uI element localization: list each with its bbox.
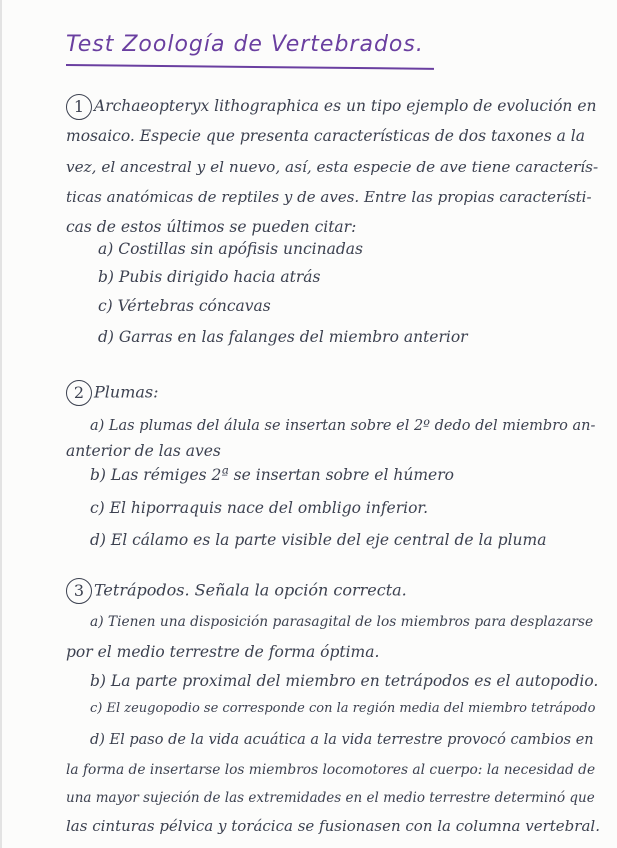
q3-option-d-cont: una mayor sujeción de las extremidades en el medio terrestre determinó que xyxy=(66,790,595,806)
q1-text-line: Archaeopteryx lithographica es un tipo ejemplo de evolución en xyxy=(94,97,597,115)
q1-text-line: vez, el ancestral y el nuevo, así, esta especie de ave tiene caracterís- xyxy=(66,158,599,176)
q2-option-c: c) El hiporraquis nace del ombligo inferior. xyxy=(90,499,429,517)
q2-number: 2 xyxy=(66,380,92,406)
q3-option-b: b) La parte proximal del miembro en tetrápodos es el autopodio. xyxy=(90,672,599,690)
q3-option-c: c) El zeugopodio se corresponde con la región media del miembro tetrápodo xyxy=(90,701,596,716)
q3-option-a-cont: por el medio terrestre de forma óptima. xyxy=(66,643,380,661)
q1-text-line: ticas anatómicas de reptiles y de aves. Entre las propias característi- xyxy=(66,188,592,206)
q3-option-d-cont: la forma de insertarse los miembros locomotores al cuerpo: la necesidad de xyxy=(66,762,596,778)
q1-number: 1 xyxy=(66,94,92,120)
q2-option-b: b) Las rémiges 2ª se insertan sobre el húmero xyxy=(90,466,454,484)
q1-text-line: cas de estos últimos se pueden citar: xyxy=(66,218,357,236)
title-underline xyxy=(66,64,434,70)
page-edge xyxy=(0,0,2,848)
q2-heading-text: Plumas: xyxy=(94,382,159,402)
q2-option-a: a) Las plumas del álula se insertan sobre el 2º dedo del miembro an- xyxy=(90,418,596,434)
q3-option-d: d) El paso de la vida acuática a la vida terrestre provocó cambios en xyxy=(90,732,594,748)
q3-number: 3 xyxy=(66,578,92,604)
q3-heading-text: Tetrápodos. Señala la opción correcta. xyxy=(94,580,407,600)
q3-option-d-cont: las cinturas pélvica y torácica se fusionasen con la columna vertebral. xyxy=(66,817,600,835)
q2-heading xyxy=(66,380,159,406)
page-title: Test Zoología de Vertebrados. xyxy=(66,32,424,57)
q1-line-1 xyxy=(66,94,596,120)
q3-option-a: a) Tienen una disposición parasagital de los miembros para desplazarse xyxy=(90,614,594,630)
q3-heading xyxy=(66,578,407,604)
q1-option-d: d) Garras en las falanges del miembro anterior xyxy=(98,328,468,346)
q1-option-b: b) Pubis dirigido hacia atrás xyxy=(98,268,321,286)
q1-text-line: mosaico. Especie que presenta características de dos taxones a la xyxy=(66,127,585,145)
q2-option-a-cont: anterior de las aves xyxy=(66,442,221,460)
q1-option-a: a) Costillas sin apófisis uncinadas xyxy=(98,240,363,258)
q1-option-c: c) Vértebras cóncavas xyxy=(98,297,271,315)
q2-option-d: d) El cálamo es la parte visible del eje central de la pluma xyxy=(90,531,547,549)
